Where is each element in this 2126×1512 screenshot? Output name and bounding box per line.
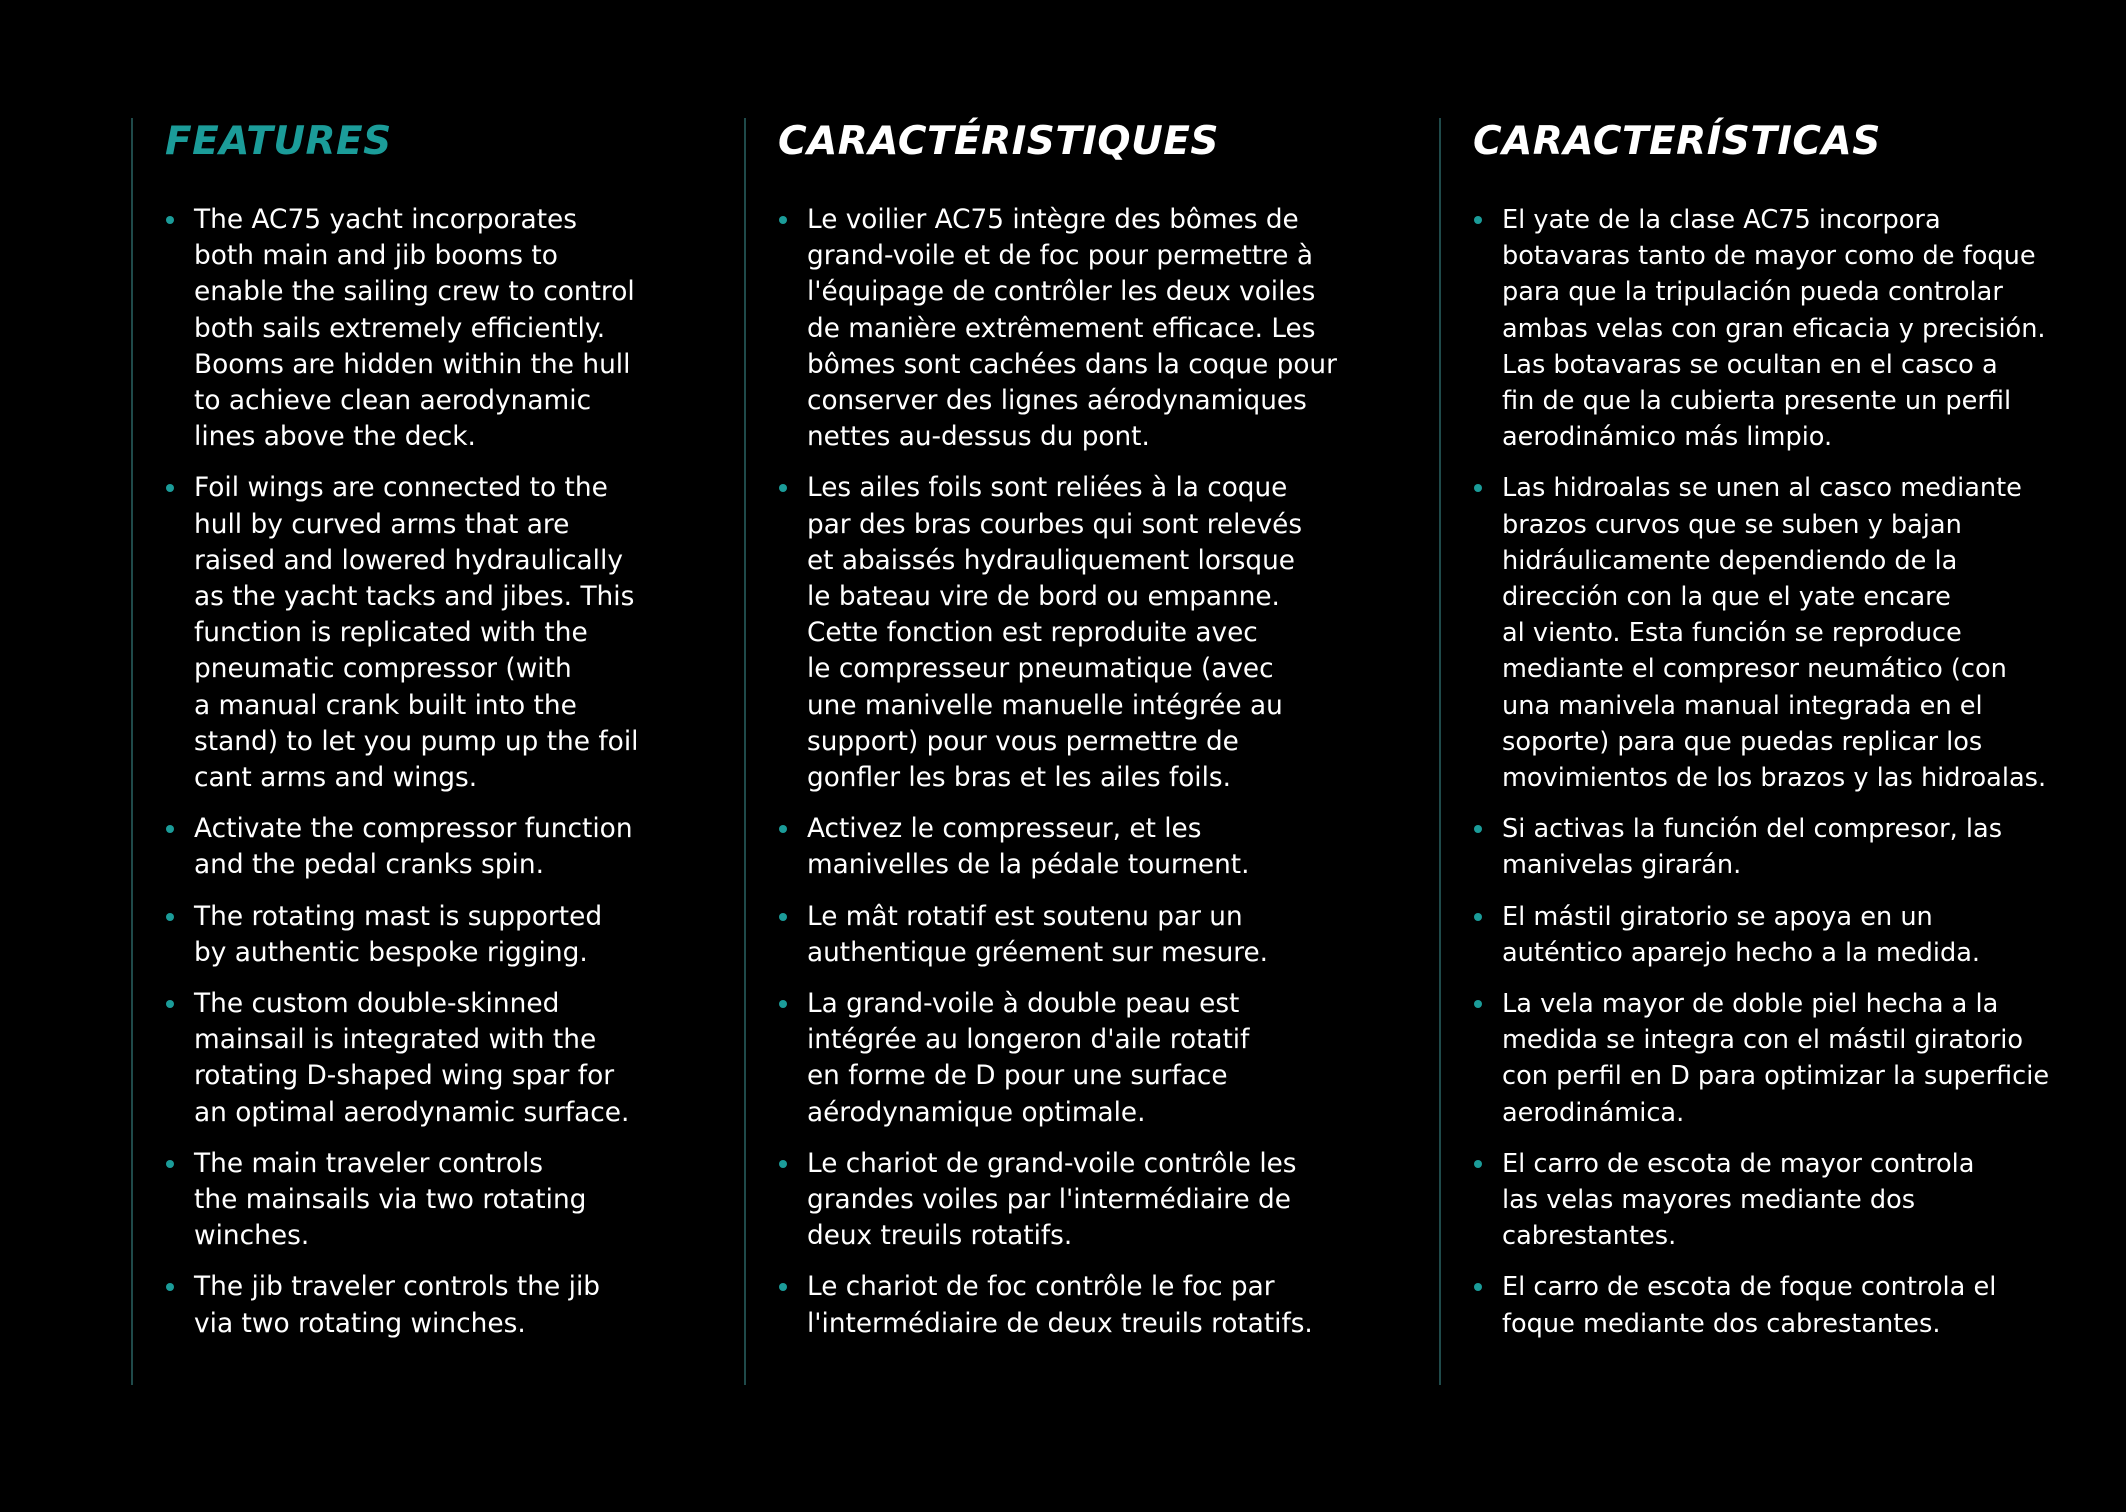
- list-item-line: movimientos de los brazos y las hidroalas.: [1502, 763, 2047, 794]
- list-item-line: al viento. Esta función se reproduce: [1502, 618, 1962, 649]
- bullet-icon: [1474, 913, 1482, 921]
- list-item-line: foque mediante dos cabrestantes.: [1502, 1308, 1941, 1339]
- list-item-line: une manivelle manuelle intégrée au: [807, 690, 1283, 721]
- list-item-line: The jib traveler controls the jib: [194, 1271, 601, 1303]
- list-item-line: mainsail is integrated with the: [194, 1024, 597, 1056]
- list-item: [1473, 899, 2079, 971]
- bullet-icon: [166, 484, 174, 492]
- list-item-line: The main traveler controls: [194, 1147, 544, 1179]
- list-item-line: Le mât rotatif est soutenu par un: [807, 901, 1243, 932]
- list-item-line: ambas velas con gran eficacia y precisión.: [1502, 313, 2046, 344]
- list-item-line: hull by curved arms that are: [194, 508, 570, 540]
- bullet-icon: [1474, 1000, 1482, 1008]
- list-item-line: Si activas la función del compresor, las: [1502, 814, 2003, 845]
- bullet-icon: [166, 913, 174, 921]
- bullet-icon: [779, 1160, 787, 1168]
- list-item-line: The rotating mast is supported: [194, 900, 603, 932]
- list-item-line: a manual crank built into the: [194, 689, 577, 721]
- list-item-line: l'intermédiaire de deux treuils rotatifs.: [807, 1308, 1313, 1339]
- list-item: [165, 470, 691, 796]
- list-item-line: by authentic bespoke rigging.: [194, 936, 588, 968]
- list-item-line: botavaras tanto de mayor como de foque: [1502, 241, 2036, 272]
- list-item: [778, 1146, 1364, 1255]
- list-item-line: Le chariot de grand-voile contrôle les: [807, 1148, 1297, 1179]
- list-item-line: aerodinámico más limpio.: [1502, 422, 1833, 453]
- heading-caracteristicas: CARACTERÍSTICAS: [1473, 119, 1881, 164]
- list-item-line: grand-voile et de foc pour permettre à: [807, 241, 1313, 272]
- list-item-line: auténtico aparejo hecho a la medida.: [1502, 937, 1981, 968]
- bullet-icon: [1474, 484, 1482, 492]
- list-item-line: pneumatic compressor (with: [194, 653, 572, 685]
- bullet-icon: [779, 825, 787, 833]
- list-item: [778, 470, 1364, 796]
- list-item-line: le bateau vire de bord ou empanne.: [807, 582, 1280, 613]
- feature-list-spanish: [1441, 202, 2079, 1342]
- feature-list-french: [746, 202, 1364, 1342]
- list-item-line: both sails extremely efficiently.: [194, 312, 606, 344]
- list-item-line: cabrestantes.: [1502, 1221, 1677, 1252]
- bullet-icon: [166, 825, 174, 833]
- list-item-line: lines above the deck.: [194, 421, 476, 453]
- list-item-line: conserver des lignes aérodynamiques: [807, 386, 1307, 417]
- list-item-line: para que la tripulación pueda controlar: [1502, 277, 2003, 308]
- list-item-line: Las hidroalas se unen al casco mediante: [1502, 473, 2022, 504]
- list-item: [165, 811, 691, 883]
- list-item-line: El mástil giratorio se apoya en un: [1502, 901, 1933, 932]
- bullet-icon: [166, 1000, 174, 1008]
- list-item-line: Le voilier AC75 intègre des bômes de: [807, 205, 1299, 235]
- list-item-line: winches.: [194, 1220, 310, 1252]
- features-column-english: [131, 118, 691, 1385]
- list-item: [165, 1146, 691, 1255]
- list-item: [165, 202, 691, 455]
- list-item-line: una manivela manual integrada en el: [1502, 690, 1983, 721]
- list-item: [1473, 202, 2079, 455]
- list-item-line: Le chariot de foc contrôle le foc par: [807, 1272, 1275, 1303]
- list-item-line: El carro de escota de foque controla el: [1502, 1272, 1997, 1303]
- bullet-icon: [1474, 1283, 1482, 1291]
- bullet-icon: [779, 484, 787, 492]
- features-column-french: [744, 118, 1364, 1385]
- list-item-line: the mainsails via two rotating: [194, 1184, 587, 1216]
- bullet-icon: [1474, 216, 1482, 224]
- list-item-line: via two rotating winches.: [194, 1307, 526, 1339]
- list-item-line: Les ailes foils sont reliées à la coque: [807, 473, 1288, 504]
- list-item-line: Foil wings are connected to the: [194, 472, 608, 504]
- list-item-line: authentique gréement sur mesure.: [807, 937, 1269, 968]
- bullet-icon: [166, 1283, 174, 1291]
- list-item-line: brazos curvos que se suben y bajan: [1502, 509, 1962, 540]
- list-item-line: con perfil en D para optimizar la superficie: [1502, 1061, 2050, 1092]
- list-item: [1473, 811, 2079, 883]
- list-item-line: le compresseur pneumatique (avec: [807, 654, 1274, 685]
- list-item-line: La grand-voile à double peau est: [807, 989, 1240, 1020]
- list-item-line: Activate the compressor function: [194, 813, 633, 845]
- list-item-line: Cette fonction est reproduite avec: [807, 618, 1258, 649]
- list-item-line: The AC75 yacht incorporates: [194, 204, 578, 235]
- bullet-icon: [779, 1000, 787, 1008]
- list-item: [778, 202, 1364, 455]
- list-item-line: aérodynamique optimale.: [807, 1097, 1146, 1128]
- list-item-line: to achieve clean aerodynamic: [194, 385, 592, 417]
- list-item: [1473, 1146, 2079, 1255]
- list-item-line: stand) to let you pump up the foil: [194, 725, 639, 757]
- list-item-line: par des bras courbes qui sont relevés: [807, 509, 1303, 540]
- list-item-line: manivelas girarán.: [1502, 850, 1742, 881]
- list-item-line: function is replicated with the: [194, 617, 588, 649]
- bullet-icon: [1474, 825, 1482, 833]
- list-item-line: en forme de D pour une surface: [807, 1061, 1228, 1092]
- bullet-icon: [779, 216, 787, 224]
- list-item-line: Activez le compresseur, et les: [807, 814, 1202, 845]
- list-item-line: l'équipage de contrôler les deux voiles: [807, 277, 1316, 308]
- list-item-line: support) pour vous permettre de: [807, 726, 1239, 757]
- list-item-line: raised and lowered hydraulically: [194, 544, 623, 576]
- list-item-line: mediante el compresor neumático (con: [1502, 654, 2007, 685]
- list-item-line: cant arms and wings.: [194, 762, 478, 794]
- list-item-line: aerodinámica.: [1502, 1097, 1685, 1128]
- list-item-line: grandes voiles par l'intermédiaire de: [807, 1185, 1291, 1216]
- list-item: [165, 986, 691, 1131]
- list-item: [1473, 470, 2079, 796]
- list-item-line: and the pedal cranks spin.: [194, 849, 544, 881]
- list-item: [165, 1269, 691, 1341]
- list-item-line: The custom double-skinned: [194, 988, 560, 1020]
- list-item-line: fin de que la cubierta presente un perfil: [1502, 386, 2012, 417]
- list-item: [778, 986, 1364, 1131]
- list-item-line: intégrée au longeron d'aile rotatif: [807, 1025, 1250, 1056]
- bullet-icon: [166, 1160, 174, 1168]
- bullet-icon: [1474, 1160, 1482, 1168]
- heading-features: FEATURES: [165, 119, 392, 164]
- list-item-line: El yate de la clase AC75 incorpora: [1502, 205, 1941, 235]
- list-item: [778, 899, 1364, 971]
- heading-caracteristiques: CARACTÉRISTIQUES: [778, 119, 1219, 164]
- list-item: [1473, 1269, 2079, 1341]
- list-item-line: Booms are hidden within the hull: [194, 348, 631, 380]
- list-item-line: El carro de escota de mayor controla: [1502, 1148, 1975, 1179]
- list-item-line: Las botavaras se ocultan en el casco a: [1502, 349, 1998, 380]
- list-item-line: an optimal aerodynamic surface.: [194, 1096, 630, 1128]
- list-item-line: de manière extrêmement efficace. Les: [807, 313, 1316, 344]
- list-item: [1473, 986, 2079, 1131]
- list-item: [778, 811, 1364, 883]
- feature-list-english: [133, 202, 691, 1342]
- list-item-line: manivelles de la pédale tournent.: [807, 850, 1250, 881]
- list-item-line: hidráulicamente dependiendo de la: [1502, 545, 1958, 576]
- list-item-line: nettes au-dessus du pont.: [807, 422, 1150, 453]
- list-item-line: as the yacht tacks and jibes. This: [194, 581, 635, 613]
- list-item: [165, 899, 691, 971]
- list-item-line: et abaissés hydrauliquement lorsque: [807, 545, 1295, 576]
- list-item-line: medida se integra con el mástil giratorio: [1502, 1025, 2023, 1056]
- list-item-line: enable the sailing crew to control: [194, 276, 635, 308]
- list-item: [778, 1269, 1364, 1341]
- list-item-line: gonfler les bras et les ailes foils.: [807, 763, 1231, 794]
- bullet-icon: [779, 1283, 787, 1291]
- list-item-line: dirección con la que el yate encare: [1502, 582, 1951, 613]
- list-item-line: deux treuils rotatifs.: [807, 1221, 1073, 1252]
- list-item-line: soporte) para que puedas replicar los: [1502, 726, 1983, 757]
- list-item-line: both main and jib booms to: [194, 240, 558, 272]
- list-item-line: La vela mayor de doble piel hecha a la: [1502, 989, 1999, 1020]
- bullet-icon: [779, 913, 787, 921]
- list-item-line: bômes sont cachées dans la coque pour: [807, 349, 1337, 380]
- list-item-line: las velas mayores mediante dos: [1502, 1185, 1916, 1216]
- list-item-line: rotating D-shaped wing spar for: [194, 1060, 615, 1092]
- bullet-icon: [166, 216, 174, 224]
- features-column-spanish: [1439, 118, 2079, 1385]
